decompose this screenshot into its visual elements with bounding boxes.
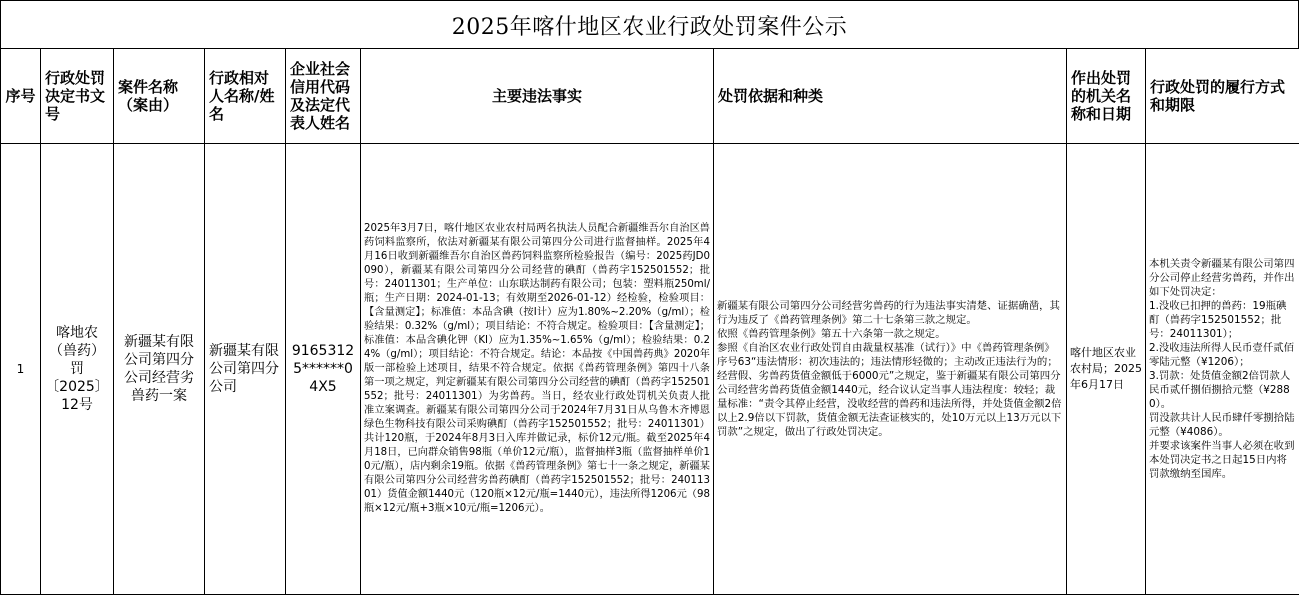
header-case-name: 案件名称（案由） <box>114 49 205 144</box>
header-basis: 处罚依据和种类 <box>714 49 1067 144</box>
cell-seq: 1 <box>1 144 41 595</box>
cell-party: 新疆某有限公司第四分公司 <box>205 144 286 595</box>
page-title: 2025年喀什地区农业行政处罚案件公示 <box>0 0 1299 49</box>
header-seq: 序号 <box>1 49 41 144</box>
penalty-table <box>0 48 1299 595</box>
header-decision-no: 行政处罚决定书文号 <box>41 49 114 144</box>
cell-case-name: 新疆某有限公司第四分公司经营劣兽药一案 <box>114 144 205 595</box>
table-header-row <box>1 49 1299 144</box>
header-execution: 行政处罚的履行方式和期限 <box>1146 49 1299 144</box>
cell-facts: 2025年3月7日，喀什地区农业农村局两名执法人员配合新疆维吾尔自治区兽药饲料监察所，依法对新疆某有限公司第四分公司进行监督抽样。2025年4月16日收到新疆维吾尔自治区兽药饲料监察所检验报告（编号：2025药JD0090），新疆某有限公司第四分公司经营的碘酊（兽药字152501552；批号：24011301；生产单位：山东联达制药有限公司；包装：塑料瓶250ml/瓶；生产日期：2024-01-13；有效期至2026-01-12）经检验，检验项目：【含量测定】；标准值：本品含碘（按I计）应为1.80%~2.20%（g/ml）；检验结果：0.32%（g/ml）；项目结论：不符合规定。检验项目：【含量测定】；标准值：本品含碘化钾（KI）应为1.35%~1.65%（g/ml）；检验结果：0.24%（g/ml）；项目结论：不符合规定。结论：本品按《中国兽药典》2020年版一部检验上述项目，结果不符合规定。依据《兽药管理条例》第四十八条第一项之规定，判定新疆某有限公司第四分公司经营的碘酊（兽药字152501552；批号：24011301）为劣兽药。当日，经农业行政处罚机关负责人批准立案调查。新疆某有限公司第四分公司于2024年7月31日从乌鲁木齐博恩绿色生物科技有限公司采购碘酊（兽药字152501552；批号：24011301）共计120瓶，于2024年8月3日入库并做记录，标价12元/瓶。截至2025年4月18日，已向群众销售98瓶（单价12元/瓶），监督抽样3瓶（监督抽样单价10元/瓶），店内剩余19瓶。依据《兽药管理条例》第七十一条之规定，新疆某有限公司第四分公司经营劣兽药碘酊（兽药字152501552；批号：24011301）货值金额1440元（120瓶×12元/瓶=1440元），违法所得1206元（98瓶×12元/瓶+3瓶×10元/瓶=1206元）。 <box>361 144 714 595</box>
cell-decision-no: 喀地农（兽药）罚〔2025〕12号 <box>41 144 114 595</box>
header-authority: 作出处罚的机关名称和日期 <box>1067 49 1146 144</box>
table-row <box>1 144 1299 595</box>
cell-basis: 新疆某有限公司第四分公司经营劣兽药的行为违法事实清楚、证据确凿，其行为违反了《兽药管理条例》第二十七条第三款之规定。 依照《兽药管理条例》第五十六条第一款之规定。 参照《自治区农业行政处罚自由裁量权基准（试行）》中《兽药管理条例》序号63“违法情形：初次违法的；违法情形轻微的；主动改正违法行为的；经营假、劣兽药货值金额低于6000元”之规定，鉴于新疆某有限公司第四分公司经营劣兽药货值金额1440元，经合议认定当事人违法程度：较轻；裁量标准：“责令其停止经营，没收经营的兽药和违法所得，并处货值金额2倍以上2.9倍以下罚款，货值金额无法查证核实的，处10万元以上13万元以下罚款”之规定，做出了行政处罚决定。 <box>714 144 1067 595</box>
header-facts: 主要违法事实 <box>361 49 714 144</box>
header-party: 行政相对人名称/姓名 <box>205 49 286 144</box>
cell-credit-code: 91653125******04X5 <box>286 144 361 595</box>
cell-execution: 本机关责令新疆某有限公司第四分公司停止经营劣兽药，并作出如下处罚决定： 1.没收已扣押的兽药：19瓶碘酊（兽药字152501552；批号：24011301）； 2.没收违法所得人民币壹仟贰佰零陆元整（¥1206）； 3.罚款：处货值金额2倍罚款人民币贰仟捌佰捌拾元整（¥2880）。 罚没款共计人民币肆仟零捌拾陆元整（¥4086）。 并要求该案件当事人必须在收到本处罚决定书之日起15日内将罚款缴纳至国库。 <box>1146 144 1299 595</box>
header-credit-code: 企业社会信用代码及法定代表人姓名 <box>286 49 361 144</box>
cell-authority: 喀什地区农业农村局；2025年6月17日 <box>1067 144 1146 595</box>
